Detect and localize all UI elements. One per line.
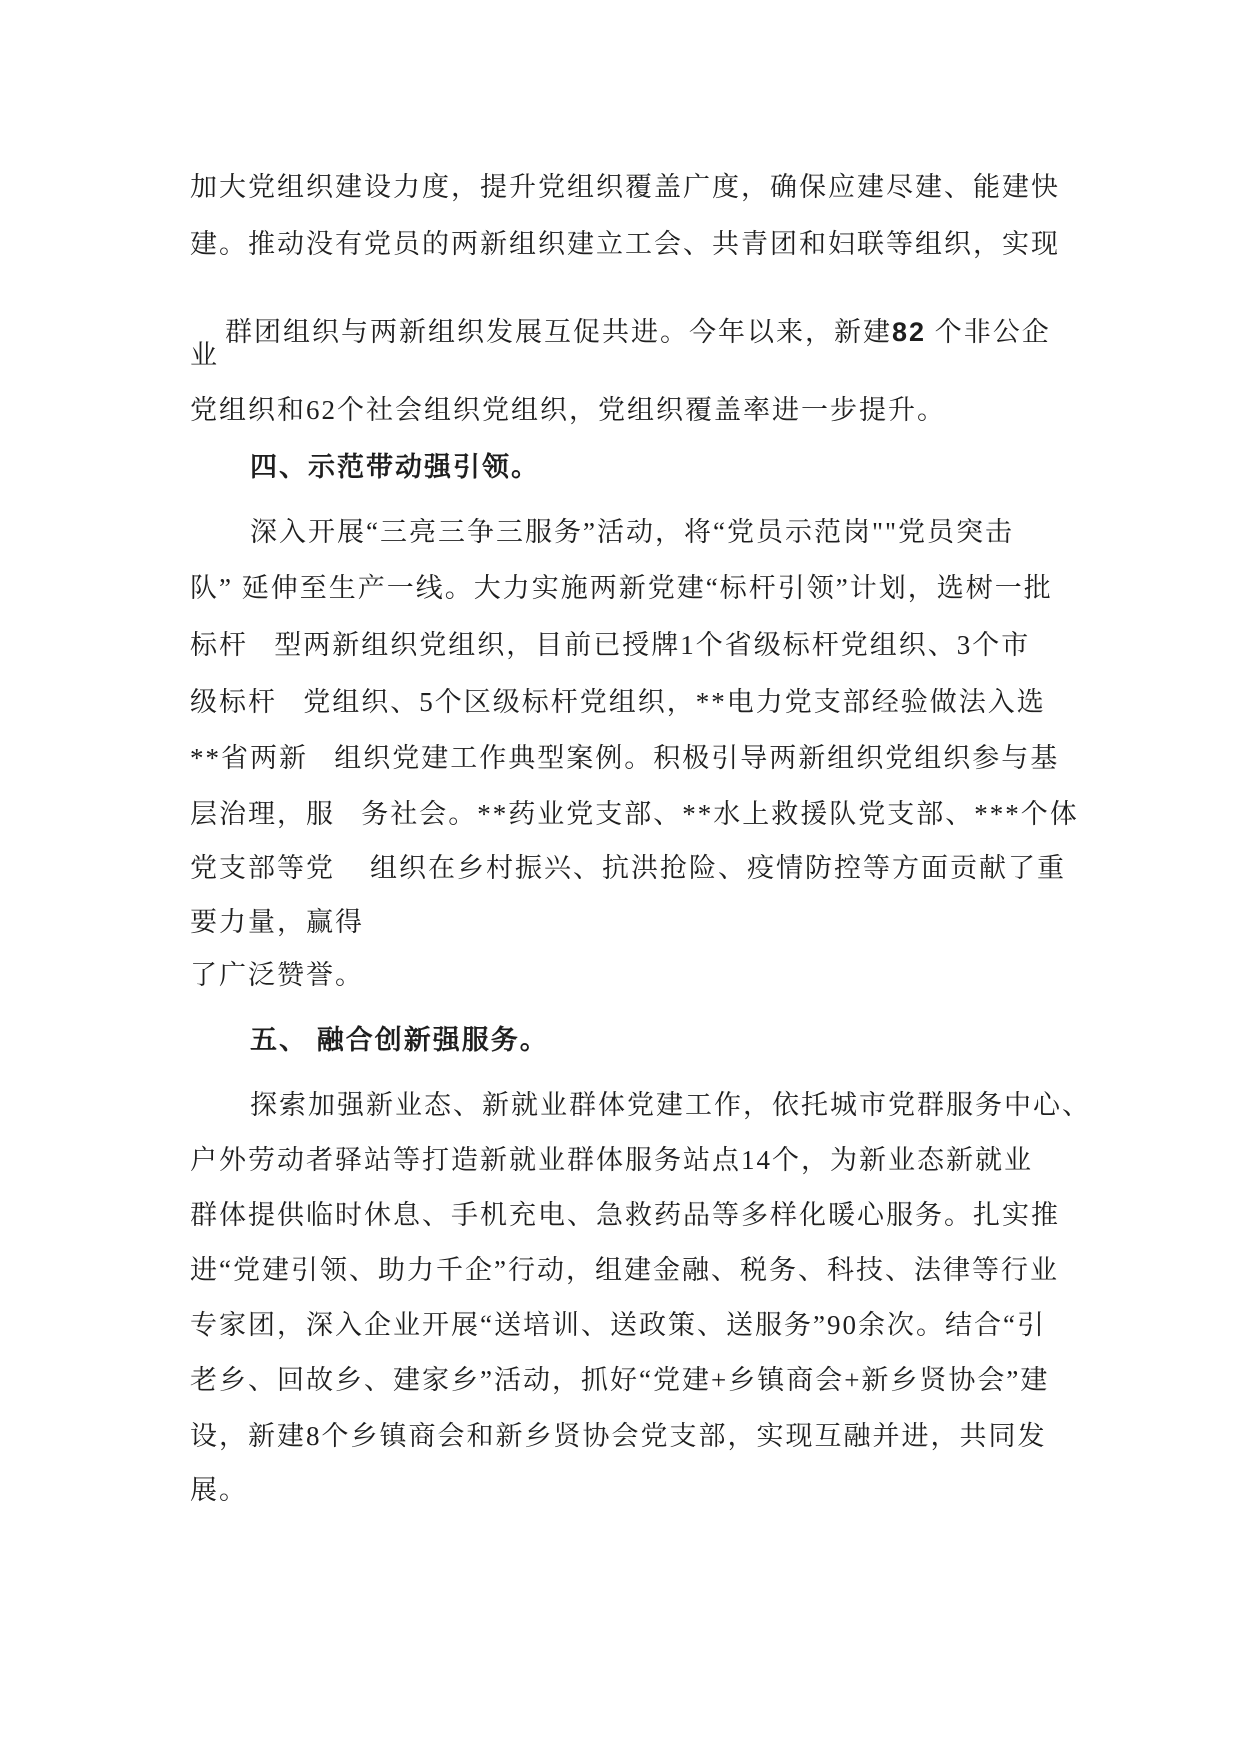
text-line: 老乡、回故乡、建家乡”活动，抓好“党建+乡镇商会+新乡贤协会”建 [190, 1365, 1050, 1395]
text-line: 建。推动没有党员的两新组织建立工会、共青团和妇联等组织，实现 [190, 229, 1060, 259]
text-line: 层治理，服 务社会。**药业党支部、**水上救援队党支部、***个体 [190, 799, 1079, 829]
text-line: 展。 [190, 1475, 248, 1505]
text-line: 党组织和62个社会组织党组织，党组织覆盖率进一步提升。 [190, 395, 946, 425]
text-line: 户外劳动者驿站等打造新就业群体服务站点14个，为新业态新就业 [190, 1145, 1033, 1175]
text-line: 业 [190, 340, 219, 370]
text-line: 要力量，赢得 [190, 907, 364, 937]
section-heading: 五、 融合创新强服务。 [250, 1025, 549, 1055]
text-line: 探索加强新业态、新就业群体党建工作，依托城市党群服务中心、 [250, 1090, 1091, 1120]
text-line: **省两新 组织党建工作典型案例。积极引导两新组织党组织参与基 [190, 743, 1060, 773]
text-line: 设，新建8个乡镇商会和新乡贤协会党支部，实现互融并进，共同发 [190, 1421, 1047, 1451]
text-line: 加大党组织建设力度，提升党组织覆盖广度，确保应建尽建、能建快 [190, 172, 1060, 202]
text-segment: 个非公企 [926, 317, 1051, 347]
text-line: 级标杆 党组织、5个区级标杆党组织，**电力党支部经验做法入选 [190, 687, 1046, 717]
text-line: 队” 延伸至生产一线。大力实施两新党建“标杆引领”计划，选树一批 [190, 573, 1053, 603]
text-line [190, 284, 1051, 347]
text-line: 群体提供临时休息、手机充电、急救药品等多样化暖心服务。扎实推 [190, 1200, 1060, 1230]
text-segment: 群团组织与两新组织发展互促共进。今年以来，新建 [225, 317, 892, 347]
bold-number: 82 [892, 317, 927, 347]
text-line: 党支部等党 组织在乡村振兴、抗洪抢险、疫情防控等方面贡献了重 [190, 853, 1066, 883]
text-line: 标杆 型两新组织党组织，目前已授牌1个省级标杆党组织、3个市 [190, 630, 1031, 660]
text-line: 了广泛赞誉。 [190, 960, 364, 990]
section-heading: 四、示范带动强引领。 [250, 452, 540, 482]
text-line: 深入开展“三亮三争三服务”活动，将“党员示范岗""党员突击 [250, 517, 1014, 547]
text-line: 进“党建引领、助力千企”行动，组建金融、税务、科技、法律等行业 [190, 1255, 1059, 1285]
text-line: 专家团，深入企业开展“送培训、送政策、送服务”90余次。结合“引 [190, 1310, 1046, 1340]
